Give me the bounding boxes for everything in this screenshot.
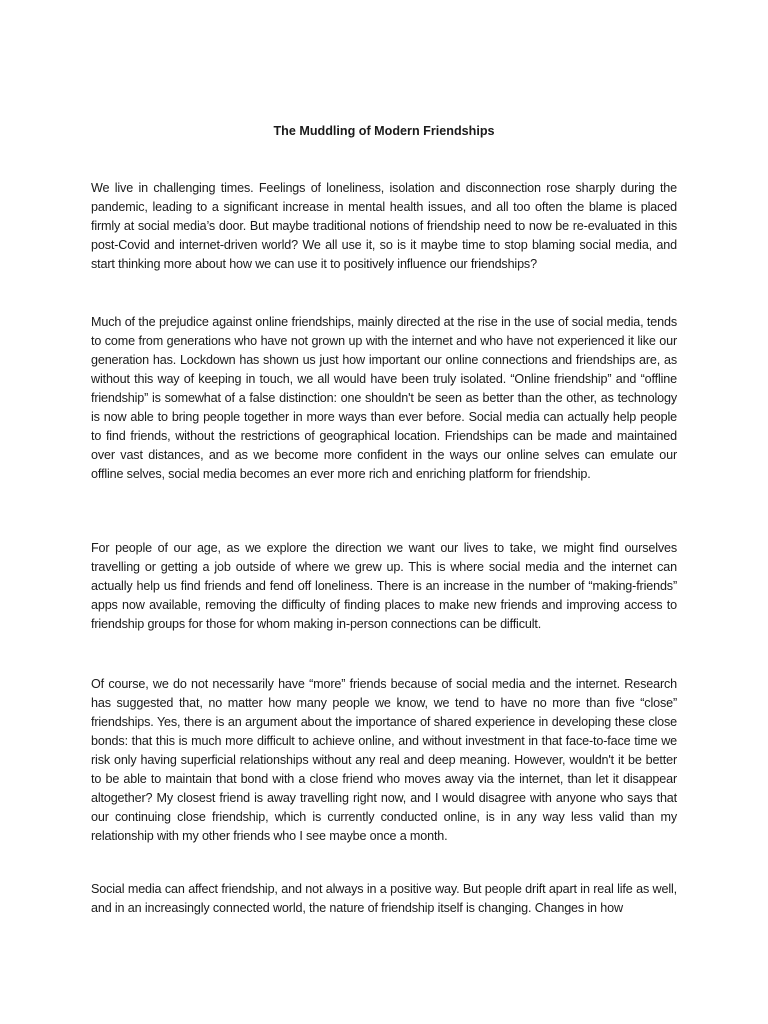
paragraph-3: For people of our age, as we explore the direction we want our lives to take, we might find ourselves travelling or getting a job outside of where we grew up. This is where social media and the internet can actually help us find friends and fend off loneliness. There is an increase in the number of “making-friends” apps now available, removing the difficulty of finding places to make new friends and improving access to friendship groups for those for whom making in-person connections can be difficult. <box>91 541 677 631</box>
document-title: The Muddling of Modern Friendships <box>273 124 495 138</box>
paragraph-1: We live in challenging times. Feelings of loneliness, isolation and disconnection rose sharply during the pandemic, leading to a significant increase in mental health issues, and all too often the blame is placed firmly at social media’s door. But maybe traditional notions of friendship need to now be re-evaluated in this post-Covid and internet-driven world? We all use it, so is it maybe time to stop blaming social media, and start thinking more about how we can use it to positively influence our friendships? <box>91 181 677 271</box>
paragraph-2: Much of the prejudice against online friendships, mainly directed at the rise in the use of social media, tends to come from generations who have not grown up with the internet and who have not experienced it like our generation has. Lockdown has shown us just how important our online connections and friendships are, as without this way of keeping in touch, we all would have been truly isolated. “Online friendship” and “offline friendship” is somewhat of a false distinction: one shouldn't be seen as better than the other, as technology is now able to bring people together in more ways than ever before. Social media can actually help people to find friends, without the restrictions of geographical location. Friendships can be made and maintained over vast distances, and as we become more confident in the ways our online selves can emulate our offline selves, social media becomes an ever more rich and enriching platform for friendship. <box>91 315 677 481</box>
paragraph-4: Of course, we do not necessarily have “more” friends because of social media and the internet. Research has suggested that, no matter how many people we know, we tend to have no more than five “close” friendships. Yes, there is an argument about the importance of shared experience in developing these close bonds: that this is much more difficult to achieve online, and without investment in that face-to-face time we risk only having superficial relationships without any real and deep meaning. However, wouldn't it be better to be able to maintain that bond with a close friend who moves away via the internet, than let it disappear altogether? My closest friend is away travelling right now, and I would disagree with anyone who says that our continuing close friendship, which is currently conducted online, is in any way less valid than my relationship with my other friends who I see maybe once a month. <box>91 677 677 843</box>
paragraph-5: Social media can affect friendship, and not always in a positive way. But people drift apart in real life as well, and in an increasingly connected world, the nature of friendship itself is changing. Changes in how <box>91 882 677 915</box>
